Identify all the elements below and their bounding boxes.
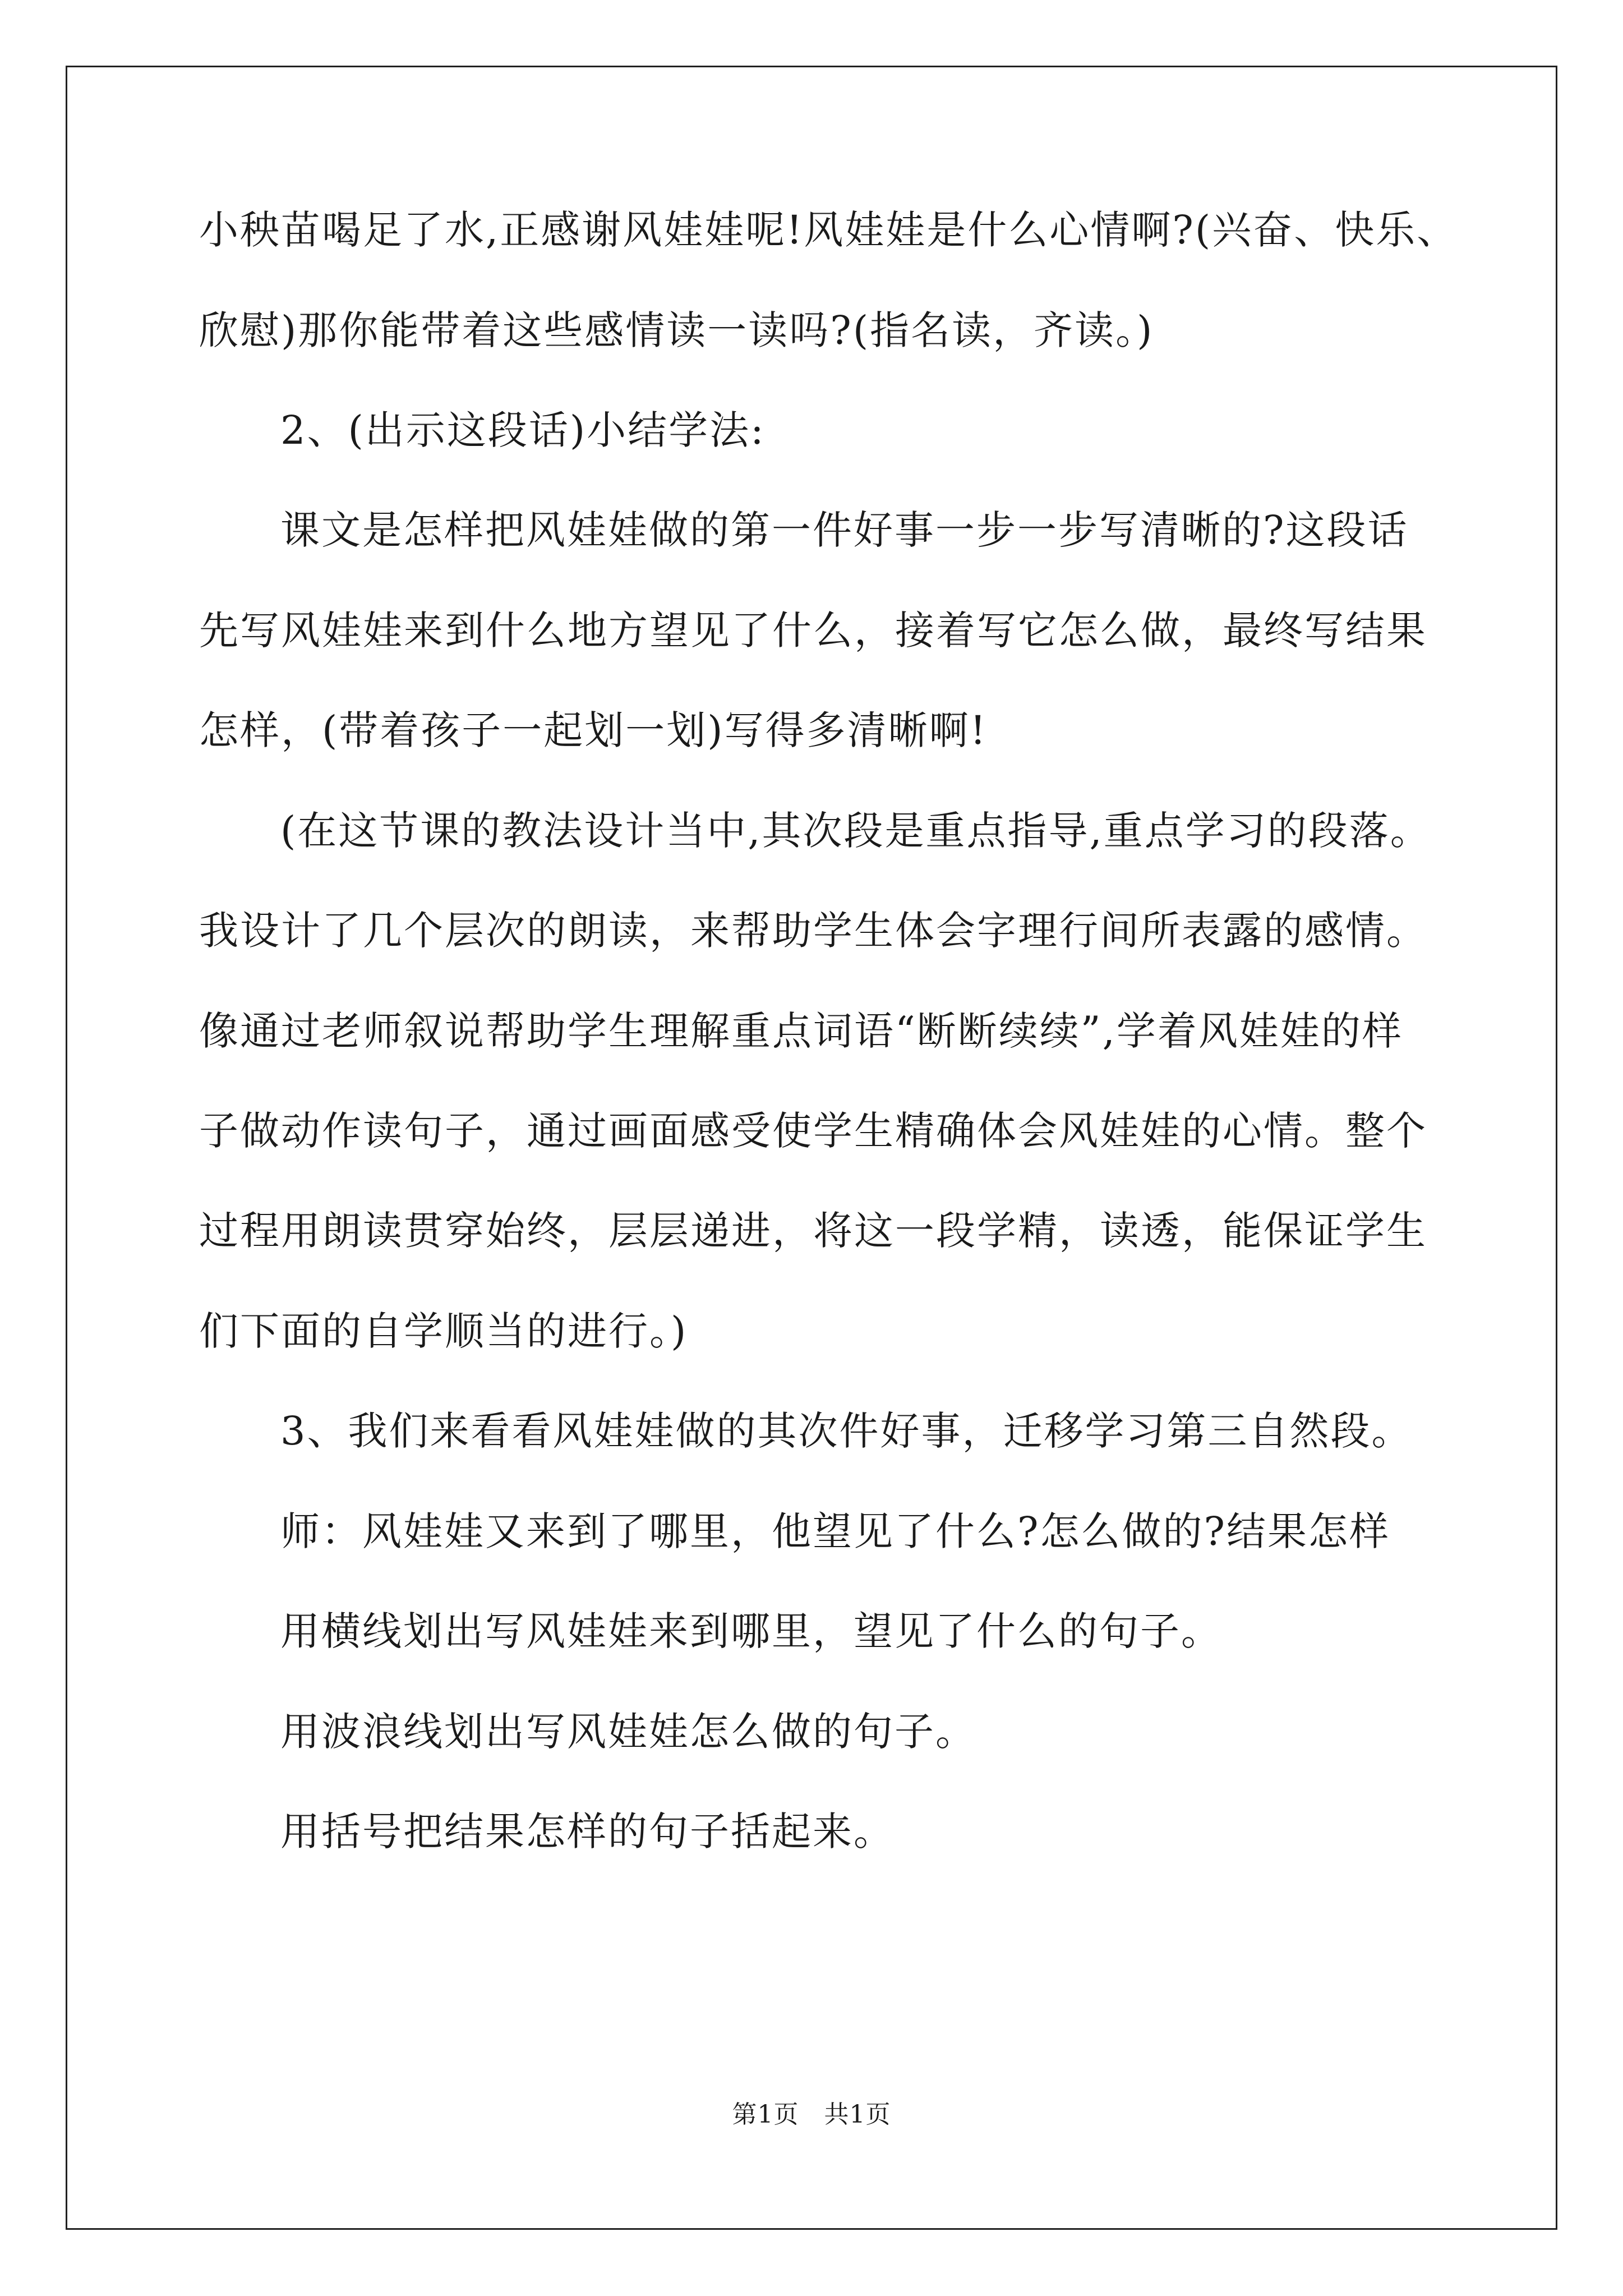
page-number: 第1页 共1页 <box>732 2100 891 2129</box>
text-line: 小秧苗喝足了水,正感谢风娃娃呢!风娃娃是什么心情啊?(兴奋、快乐、 <box>199 207 1458 253</box>
text-line: 们下面的自学顺当的进行。) <box>199 1308 688 1354</box>
text-line: 用括号把结果怎样的句子括起来。 <box>280 1809 895 1855</box>
text-line: 用横线划出写风娃娃来到哪里，望见了什么的句子。 <box>280 1608 1222 1654</box>
text-line: 我设计了几个层次的朗读，来帮助学生体会字理行间所表露的感情。 <box>199 908 1427 954</box>
text-line: (在这节课的教法设计当中,其次段是重点指导,重点学习的段落。 <box>280 808 1431 854</box>
text-line: 过程用朗读贯穿始终，层层递进，将这一段学精，读透，能保证学生 <box>199 1208 1427 1254</box>
text-line: 子做动作读句子，通过画面感受使学生精确体会风娃娃的心情。整个 <box>199 1108 1427 1154</box>
text-line: 像通过老师叙说帮助学生理解重点词语“断断续续”,学着风娃娃的样 <box>199 1008 1403 1054</box>
text-line: 用波浪线划出写风娃娃怎么做的句子。 <box>280 1709 976 1755</box>
text-line: 师：风娃娃又来到了哪里，他望见了什么?怎么做的?结果怎样 <box>280 1508 1391 1554</box>
text-line: 课文是怎样把风娃娃做的第一件好事一步一步写清晰的?这段话 <box>280 507 1409 553</box>
text-line: 怎样，(带着孩子一起划一划)写得多清晰啊! <box>199 707 988 753</box>
text-line: 欣慰)那你能带着这些感情读一读吗?(指名读，齐读。) <box>199 307 1154 353</box>
text-line: 2、(出示这段话)小结学法: <box>280 407 766 453</box>
text-line: 先写风娃娃来到什么地方望见了什么，接着写它怎么做，最终写结果 <box>199 608 1427 654</box>
text-line: 3、我们来看看风娃娃做的其次件好事，迁移学习第三自然段。 <box>280 1408 1413 1454</box>
